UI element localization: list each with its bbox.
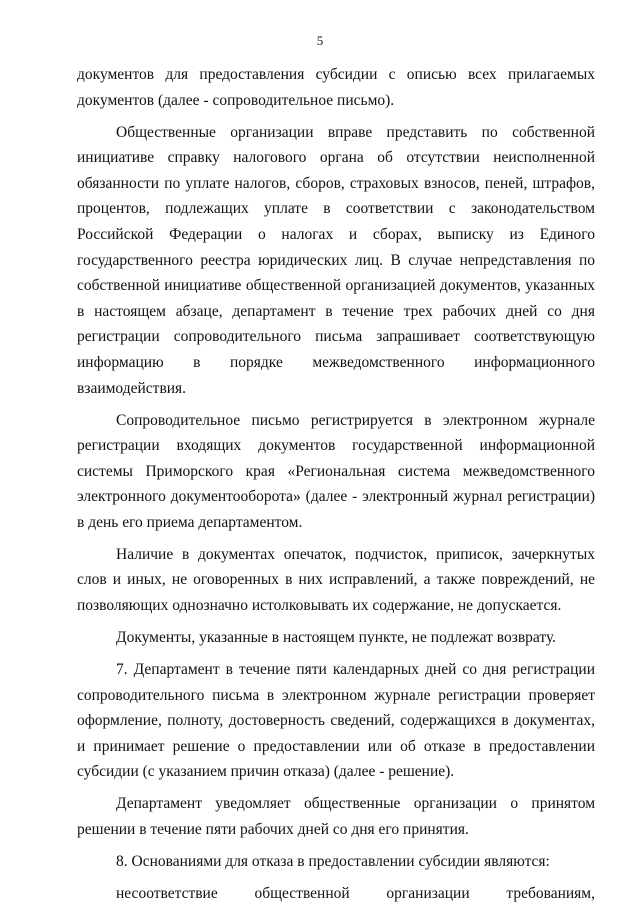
page-number: 5 [316, 33, 324, 48]
paragraph-mismatch: несоответствие общественной организации требованиям, [116, 884, 595, 902]
paragraph-notification: Департамент уведомляет общественные организации о принятом решении в течение пяти рабочих дней со дня его принятия. [77, 795, 595, 838]
paragraph-continuation: документов для предоставления субсидии с описью всех прилагаемых документов (далее - сопроводительное письмо). [77, 66, 595, 109]
paragraph-no-return: Документы, указанные в настоящем пункте, не подлежат возврату. [116, 629, 557, 647]
paragraph-tax-certificate: Общественные организации вправе представить по собственной инициативе справку налогового органа об отсутствии неисполненной обязанности по уплате налогов, сборов, страховых взносов, пеней, штрафов, процентов, подлежащих уплате в соответствии с законодательством Российской Федерации о налогах и сборах, выписку из Единого государственного реестра юридических лиц. В случае непредставления по собственной инициативе общественной организацией документов, указанных в настоящем абзаце, департамент в течение трех рабочих дней со дня регистрации сопроводительного письма запрашивает соответствующую информацию в порядке межведомственного информационного взаимодействия. [77, 123, 595, 397]
paragraph-item-7: 7. Департамент в течение пяти календарных дней со дня регистрации сопроводительного письма в электронном журнале регистрации проверяет оформление, полноту, достоверность сведений, содержащихся в документах, и принимает решение о предоставлении или об отказе в предоставлении субсидии (с указанием причин отказа) (далее - решение). [77, 661, 595, 781]
paragraph-letter-registration: Сопроводительное письмо регистрируется в электронном журнале регистрации входящих документов государственной информационной системы Приморского края «Региональная система межведомственного электронного документооборота» (далее - электронный журнал регистрации) в день его приема департаментом. [77, 411, 595, 531]
paragraph-item-8: 8. Основаниями для отказа в предоставлении субсидии являются: [116, 852, 550, 870]
document-body [77, 62, 595, 913]
paragraph-document-corrections: Наличие в документах опечаток, подчисток, приписок, зачеркнутых слов и иных, не оговоренных в них исправлений, а также повреждений, не позволяющих однозначно истолковывать их содержание, не допускается. [77, 545, 595, 615]
